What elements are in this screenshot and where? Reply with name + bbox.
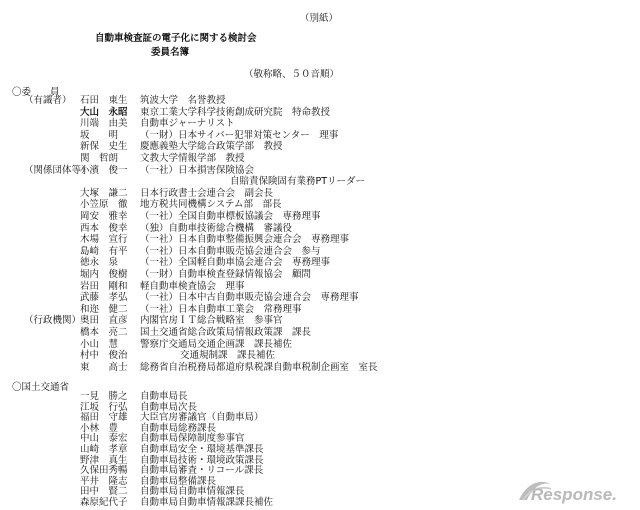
member-name: 小濱 俊一 [80, 164, 128, 176]
member-affiliation: 筑波大学 名誉教授 [140, 95, 226, 106]
sorting-note: （敬称略、５０音順） [244, 69, 340, 80]
member-affiliation: 慶應義塾大学総合政策学部 教授 [140, 141, 283, 153]
member-name: 福田 守雄 [80, 412, 128, 424]
member-name: 和迩 健二 [80, 303, 128, 315]
member-name: 川端 由美 [80, 118, 128, 130]
member-name: 木場 宣行 [80, 234, 128, 246]
member-name: 村中 俊治 [80, 350, 128, 362]
member-affiliation: 自動車局自動車情報課課長補佐 [140, 497, 274, 508]
member-name: 野津 真生 [80, 454, 128, 466]
member-name: 島崎 有平 [80, 245, 128, 257]
member-affiliation: 自動車局次長 [140, 401, 198, 413]
member-name: 石田 東生 [80, 95, 128, 106]
member-affiliation: 文教大学情報学部 教授 [140, 153, 245, 164]
member-name: 小林 豊 [80, 422, 119, 434]
member-affiliation: （一社）日本自動車販売協会連合会 参与 [140, 245, 321, 257]
member-affiliation: （一社）日本中古自動車販売協会連合会 専務理事 [140, 292, 359, 304]
member-affiliation: 国土交通省総合政策局情報政策課 課長 [140, 327, 312, 338]
member-affiliation: （一社）日本自動車工業会 常務理事 [140, 303, 302, 315]
member-name: 大山 永昭 [80, 106, 128, 118]
member-affiliation: 軽自動車検査協会 理事 [140, 280, 245, 292]
committee-heading: 〇委 員 [12, 87, 60, 98]
member-name: 小笠原 徹 [80, 199, 128, 211]
member-affiliation: 自動車局整備課長 [140, 475, 217, 487]
member-group: （有識者） [24, 95, 72, 106]
member-affiliation: 東京工業大学科学技術創成研究院 特命教授 [140, 106, 331, 118]
member-name: 大塚 謙二 [80, 187, 128, 199]
member-affiliation: 自動車局審査・リコール課長 [140, 465, 264, 477]
member-affiliation: （一社）日本自動車整備振興会連合会 専務理事 [140, 234, 350, 246]
member-name: 坂 明 [80, 129, 119, 141]
member-affiliation: 警察庁交通局交通企画課 課長補佐 [140, 338, 293, 350]
response-logo [513, 476, 637, 506]
member-name: 岩田 剛和 [80, 280, 128, 292]
member-affiliation: 総務省自治税務局都道府県税課自動車税制企画室 室長 [140, 361, 378, 373]
member-name: 徳永 泉 [80, 257, 119, 269]
member-affiliation: （一財）自動車検査登録情報協会 顧問 [140, 269, 312, 280]
member-affiliation: 日本行政書士会連合会 副会長 [140, 187, 274, 199]
member-name: 久保田秀暢 [80, 465, 128, 477]
response-wordmark: Response. [531, 485, 617, 504]
member-affiliation: 自賠責保険固有業務PTリーダー [230, 176, 366, 188]
member-affiliation: 自動車局保障制度参事官 [140, 433, 245, 445]
member-affiliation: （一社）日本損害保険協会 [140, 164, 255, 176]
member-affiliation: 大臣官房審議官（自動車局） [140, 412, 264, 424]
member-name: 岡安 雅幸 [80, 211, 128, 222]
member-name: 西本 俊幸 [80, 222, 128, 234]
member-affiliation: 自動車局長 [140, 391, 188, 402]
member-affiliation: 自動車局総務課長 [140, 422, 217, 434]
member-name: 小山 慧 [80, 338, 119, 350]
member-affiliation: 自動車局安全・環境基準課長 [140, 444, 264, 455]
member-name: 関 哲朗 [80, 153, 119, 164]
member-name: 山崎 孝章 [80, 444, 128, 455]
member-name: 江坂 行弘 [80, 401, 128, 413]
member-affiliation: 自動車ジャーナリスト [140, 118, 235, 130]
member-affiliation: （一社）全国軽自動車協会連合会 専務理事 [140, 257, 331, 269]
member-affiliation: 地方税共同機構システム部 部長 [140, 199, 282, 211]
member-affiliation: （一社）全国自動車標板協議会 専務理事 [140, 211, 321, 222]
member-affiliation: （一財）日本サイバー犯罪対策センター 理事 [140, 129, 339, 141]
member-affiliation: 内閣官房ＩＴ総合戦略室 参事官 [140, 315, 283, 327]
document-subtitle: 委員名簿 [151, 47, 190, 58]
member-name: 新保 史生 [80, 141, 128, 153]
member-affiliation: （独）自動車技術総合機構 審議役 [140, 222, 293, 234]
member-name: 東 高士 [80, 361, 128, 373]
member-affiliation: 交通規制課 課長補佐 [180, 350, 276, 362]
member-name: 橋本 亮二 [80, 327, 128, 338]
member-name: 奥田 直彦 [80, 315, 128, 327]
member-name: 堀内 俊樹 [80, 269, 128, 280]
member-name: 田中 賢二 [80, 486, 128, 498]
member-group: （行政機関） [24, 315, 82, 327]
member-affiliation: 自動車局自動車情報課長 [140, 486, 245, 498]
document-title: 自動車検査証の電子化に関する検討会 [95, 33, 257, 44]
annex-label: （別紙） [300, 13, 339, 24]
member-name: 武藤 孝弘 [80, 292, 128, 304]
member-name: 森原紀代子 [80, 497, 128, 508]
member-row [0, 362, 640, 375]
member-group: （関係団体等） [24, 164, 91, 176]
member-name: 平井 隆志 [80, 475, 128, 487]
member-affiliation: 自動車局技術・環境政策課長 [140, 454, 264, 466]
member-name: 一見 勝之 [80, 391, 128, 402]
member-name: 中山 泰宏 [80, 433, 128, 445]
mlit-heading: 〇国土交通省 [12, 382, 70, 393]
